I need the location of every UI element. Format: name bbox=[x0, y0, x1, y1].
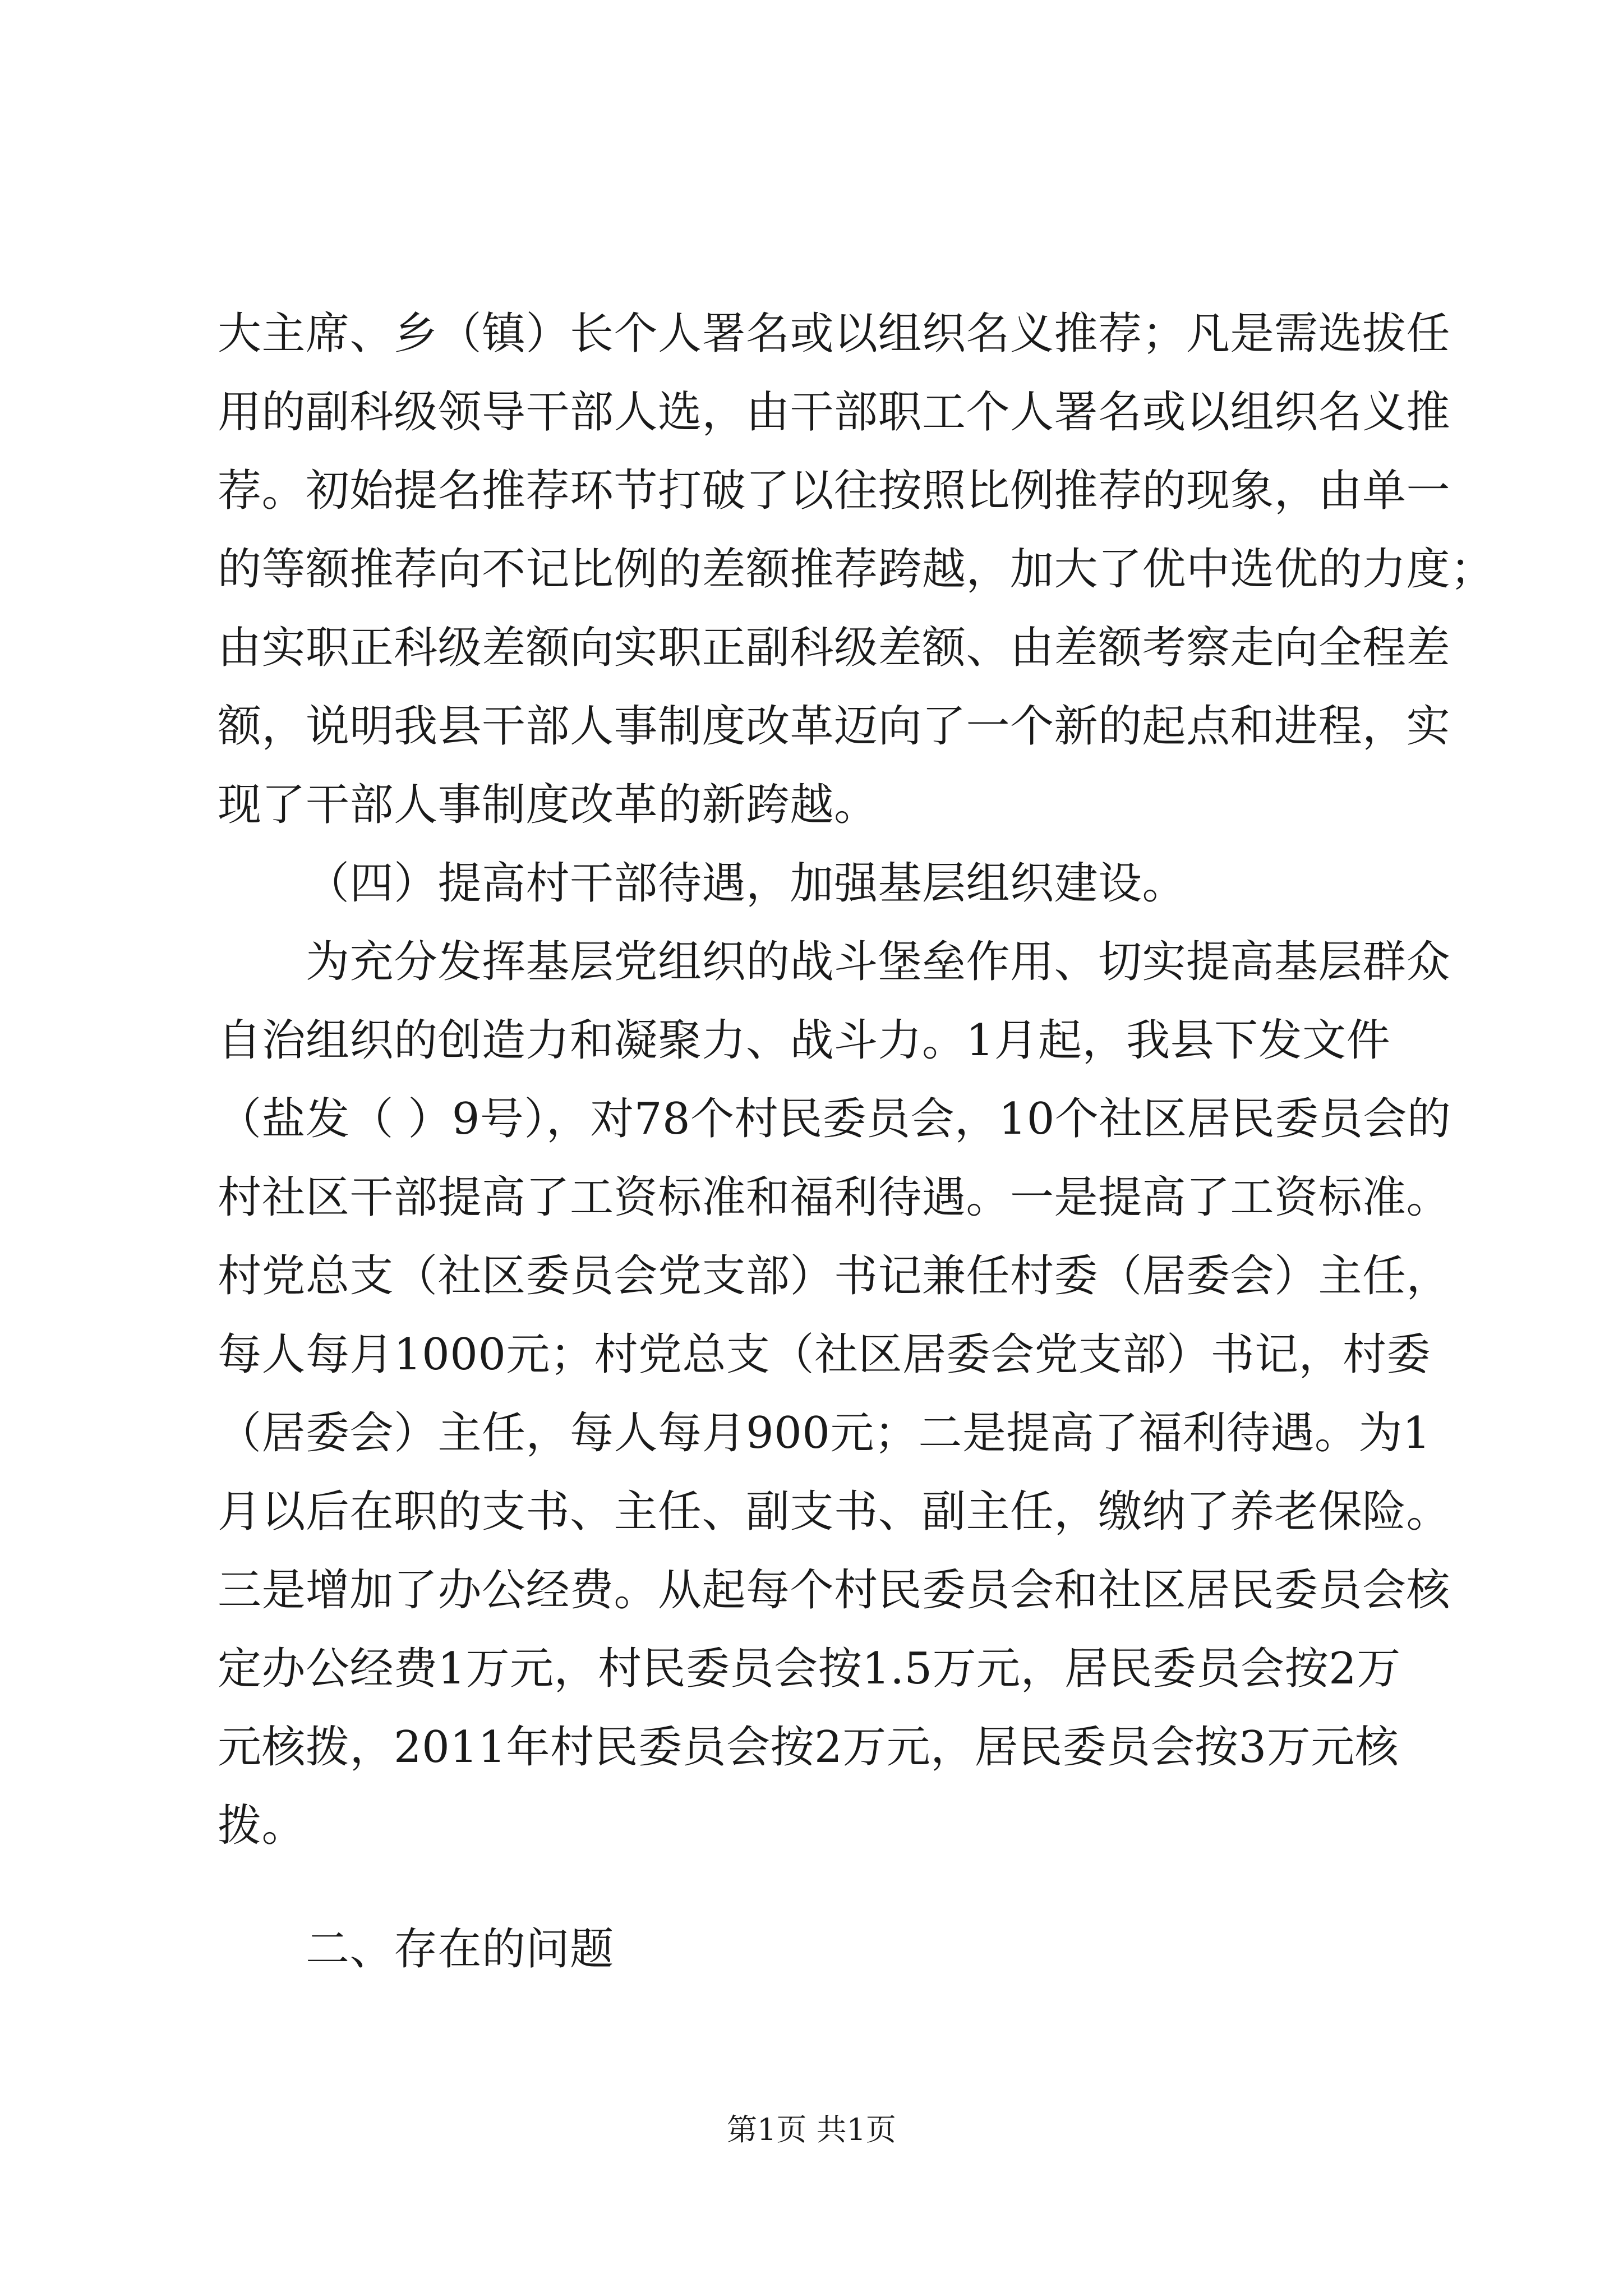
body-text-line: （盐发（ ）9号），对78个村民委员会，10个社区居民委员会的 bbox=[218, 1094, 1451, 1144]
body-text-line: 月以后在职的支书、主任、副支书、副主任，缴纳了养老保险。 bbox=[218, 1487, 1451, 1537]
body-text-line: 定办公经费1万元，村民委员会按1.5万元，居民委员会按2万 bbox=[218, 1644, 1401, 1694]
body-text-line: 元核拨，2011年村民委员会按2万元，居民委员会按3万元核 bbox=[218, 1722, 1399, 1773]
body-text-line: 村党总支（社区委员会党支部）书记兼任村委（居委会）主任， bbox=[218, 1251, 1451, 1301]
body-text-line: 自治组织的创造力和凝聚力、战斗力。1月起，我县下发文件 bbox=[218, 1015, 1391, 1066]
body-text-line: 每人每月1000元；村党总支（社区居委会党支部）书记，村委 bbox=[218, 1329, 1431, 1380]
body-text-line: 额，说明我县干部人事制度改革迈向了一个新的起点和进程，实 bbox=[218, 701, 1451, 752]
body-text-line: 三是增加了办公经费。从起每个村民委员会和社区居民委员会核 bbox=[218, 1565, 1451, 1616]
body-text-line: 现了干部人事制度改革的新跨越。 bbox=[218, 780, 878, 830]
body-text-line: 大主席、乡（镇）长个人署名或以组织名义推荐；凡是需选拔任 bbox=[218, 309, 1451, 359]
section-heading: 二、存在的问题 bbox=[306, 1924, 614, 1975]
page-number-footer: 第1页 共1页 bbox=[727, 2112, 896, 2147]
body-text-line: 村社区干部提高了工资标准和福利待遇。一是提高了工资标准。 bbox=[218, 1172, 1451, 1223]
body-text-line: 拨。 bbox=[218, 1801, 306, 1851]
body-text-line: 由实职正科级差额向实职正副科级差额、由差额考察走向全程差 bbox=[218, 623, 1451, 673]
body-text-line: （居委会）主任，每人每月900元；二是提高了福利待遇。为1 bbox=[218, 1408, 1431, 1458]
body-text-line: 为充分发挥基层党组织的战斗堡垒作用、切实提高基层群众 bbox=[306, 937, 1451, 987]
body-text-line: 的等额推荐向不记比例的差额推荐跨越，加大了优中选优的力度； bbox=[218, 544, 1495, 595]
body-text-line: 荐。初始提名推荐环节打破了以往按照比例推荐的现象，由单一 bbox=[218, 466, 1451, 516]
body-text-line: 用的副科级领导干部人选，由干部职工个人署名或以组织名义推 bbox=[218, 387, 1451, 438]
section-heading: （四）提高村干部待遇，加强基层组织建设。 bbox=[306, 858, 1187, 909]
